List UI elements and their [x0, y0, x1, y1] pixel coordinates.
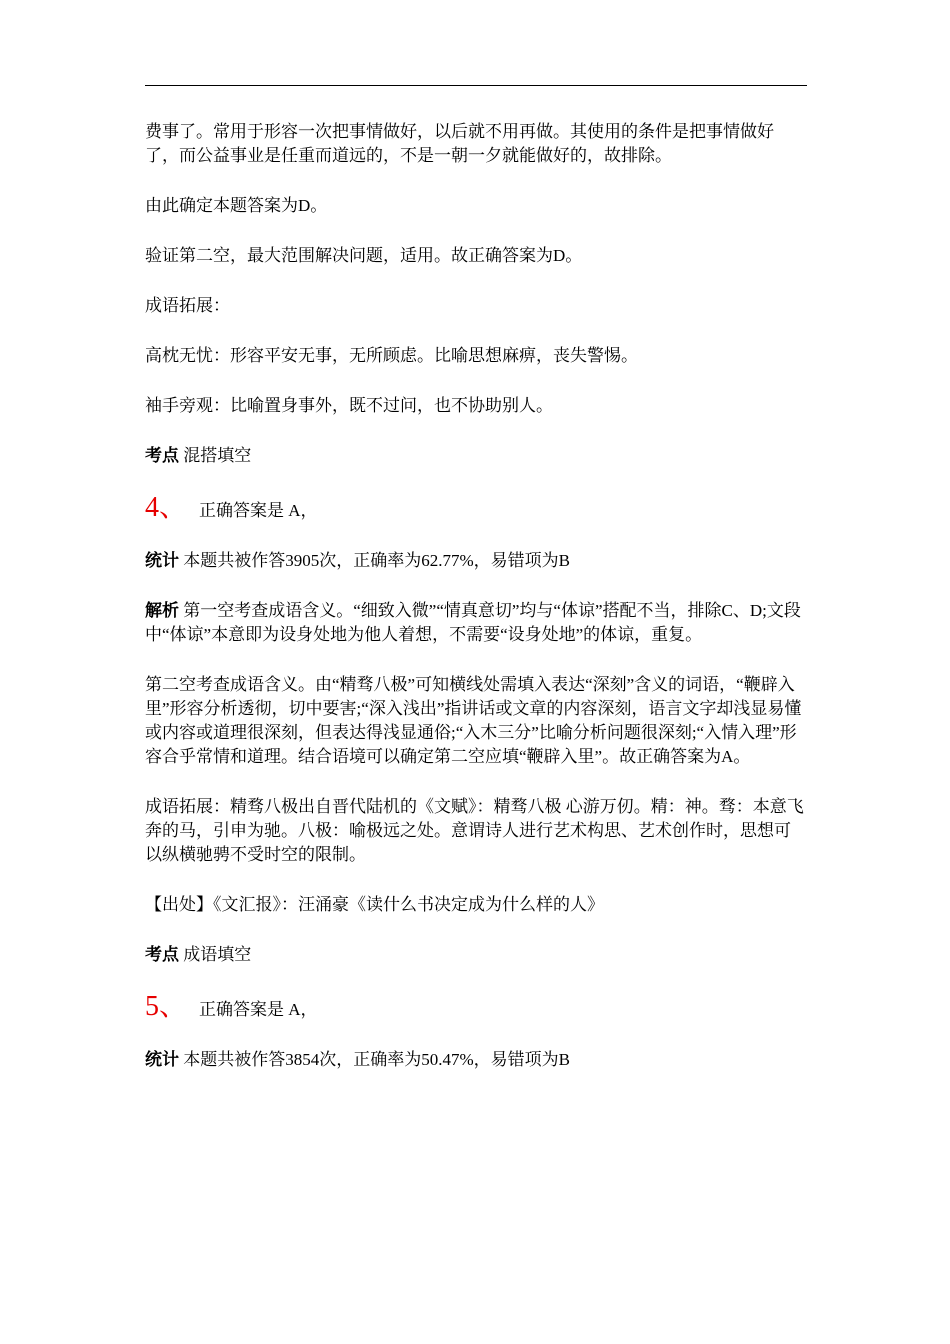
paragraph: 成语拓展： [145, 296, 230, 315]
stats-text: 本题共被作答3905次，正确率为62.77%，易错项为B [183, 551, 570, 570]
analysis-text: 第一空考查成语含义。“细致入微”“情真意切”均与“体谅”搭配不当，排除C、D;文段中“体谅”本意即为设身处地为他人着想，不需要“设身处地”的体谅，重复。 [145, 601, 801, 644]
analysis-paragraph [145, 599, 807, 647]
question-number: 5、 [145, 991, 188, 1022]
stats-label: 统计 [145, 1050, 179, 1069]
knowledge-point-label: 考点 [145, 945, 179, 964]
paragraph: 袖手旁观：比喻置身事外，既不过问，也不协助别人。 [145, 396, 553, 415]
analysis-label: 解析 [145, 601, 179, 620]
stats-label: 统计 [145, 551, 179, 570]
paragraph: 高枕无忧：形容平安无事，无所顾虑。比喻思想麻痹，丧失警惕。 [145, 346, 638, 365]
question-5-header [145, 987, 807, 1030]
paragraph: 第二空考查成语含义。由“精骛八极”可知横线处需填入表达“深刻”含义的词语，“鞭辟入里”形容分析透彻，切中要害;“深入浅出”指讲话或文章的内容深刻，语言文字却浅显易懂或内容或道理很深刻，但表达得浅显通俗;“入木三分”比喻分析问题很深刻;“入情入理”形容合乎常情和道理。结合语境可以确定第二空应填“鞭辟入里”。故正确答案为A。 [145, 675, 802, 766]
knowledge-point [145, 943, 807, 967]
stats-text: 本题共被作答3854次，正确率为50.47%，易错项为B [183, 1050, 570, 1069]
correct-answer: 正确答案是 A， [199, 501, 318, 520]
paragraph: 成语拓展：精骛八极出自晋代陆机的《文赋》：精骛八极 心游万仞。精：神。骛：本意飞奔的马，引申为驰。八极：喻极远之处。意谓诗人进行艺术构思、艺术创作时，思想可以纵横驰骋不受时空的限制。 [145, 797, 804, 864]
correct-answer: 正确答案是 A， [199, 1000, 318, 1019]
paragraph: 由此确定本题答案为D。 [145, 196, 328, 215]
question-number: 4、 [145, 492, 188, 523]
stats-line [145, 1048, 807, 1072]
header-rule [145, 85, 807, 86]
paragraph: 费事了。常用于形容一次把事情做好，以后就不用再做。其使用的条件是把事情做好了，而公益事业是任重而道远的，不是一朝一夕就能做好的，故排除。 [145, 122, 774, 165]
knowledge-point-text: 混搭填空 [183, 446, 252, 465]
knowledge-point-text: 成语填空 [183, 945, 252, 964]
question-4-header [145, 488, 807, 531]
document-body [145, 120, 807, 1072]
paragraph: 验证第二空，最大范围解决问题，适用。故正确答案为D。 [145, 246, 583, 265]
knowledge-point-label: 考点 [145, 446, 179, 465]
source-line: 【出处】《文汇报》：汪涌豪《读什么书决定成为什么样的人》 [145, 895, 604, 914]
stats-line [145, 549, 807, 573]
knowledge-point [145, 444, 807, 468]
